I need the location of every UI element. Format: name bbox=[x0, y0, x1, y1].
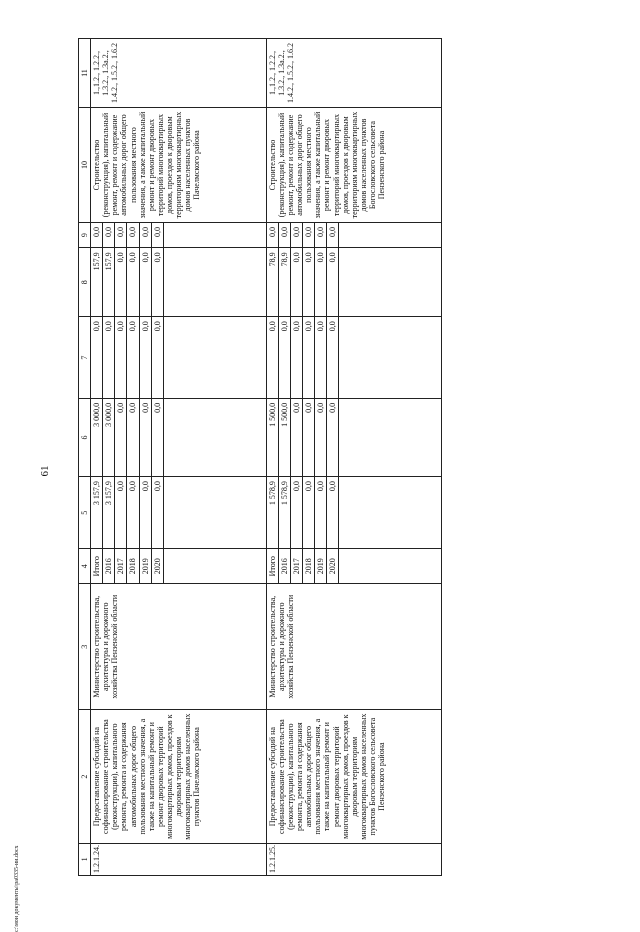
year-cell: 2019 bbox=[139, 549, 151, 583]
local-cell: 0,0 bbox=[139, 248, 151, 317]
total-cell: 0,0 bbox=[139, 477, 151, 549]
regional-cell: 0,0 bbox=[139, 317, 151, 399]
filler-cell bbox=[339, 549, 442, 583]
total-cell: 0,0 bbox=[151, 477, 163, 549]
measure-description: Предоставление субсидий на софинансирование строительства (реконструкции), капитального ремонта, ремонта и содержания автомобильных дорог общего пользования местного значения, а также на капитальный ремонт и ремонт дворовых территорий многоквартирных домов, проездов к дворовым территориям многоквартирных домов населенных пунктов Богословского сельсовета Пензенского района bbox=[266, 710, 442, 843]
filler-cell bbox=[339, 248, 442, 317]
other-cell: 0,0 bbox=[103, 223, 115, 248]
year-cell: Итого bbox=[266, 549, 278, 583]
rotated-table-container bbox=[78, 38, 614, 876]
filler-cell bbox=[339, 317, 442, 399]
federal-cell: 0,0 bbox=[327, 398, 339, 476]
local-cell: 157,9 bbox=[91, 248, 103, 317]
local-cell: 157,9 bbox=[103, 248, 115, 317]
header-cell: 7 bbox=[79, 317, 91, 399]
page-number: 61 bbox=[39, 465, 51, 477]
filler-cell bbox=[339, 398, 442, 476]
total-cell: 0,0 bbox=[127, 477, 139, 549]
federal-cell: 0,0 bbox=[290, 398, 302, 476]
header-cell: 6 bbox=[79, 398, 91, 476]
header-cell: 10 bbox=[79, 108, 91, 223]
footer-file-path: c:\мои документы\ра0335-ии.docx bbox=[14, 845, 20, 932]
federal-cell: 1 500,0 bbox=[278, 398, 290, 476]
filler-cell bbox=[163, 248, 266, 317]
regional-cell: 0,0 bbox=[91, 317, 103, 399]
total-cell: 1 578,9 bbox=[278, 477, 290, 549]
local-cell: 0,0 bbox=[315, 248, 327, 317]
federal-cell: 0,0 bbox=[139, 398, 151, 476]
header-row bbox=[79, 39, 91, 876]
federal-cell: 0,0 bbox=[127, 398, 139, 476]
other-cell: 0,0 bbox=[139, 223, 151, 248]
table-row bbox=[91, 39, 103, 876]
year-cell: 2017 bbox=[290, 549, 302, 583]
regional-cell: 0,0 bbox=[278, 317, 290, 399]
local-cell: 0,0 bbox=[127, 248, 139, 317]
filler-cell bbox=[339, 223, 442, 248]
other-cell: 0,0 bbox=[327, 223, 339, 248]
program-table bbox=[78, 38, 442, 876]
header-cell: 2 bbox=[79, 710, 91, 843]
filler-cell bbox=[163, 398, 266, 476]
filler-cell bbox=[339, 477, 442, 549]
expected-result: Строительство (реконструкция), капитальный ремонт, ремонт и содержание автомобильных дорог общего пользования местного значения, а также капитальный ремонт и ремонт дворовых территорий многоквартирных домов, проездов к дворовым территориям многоквартирных домов населенных пунктов Пачелмского района bbox=[91, 108, 267, 223]
local-cell: 0,0 bbox=[290, 248, 302, 317]
local-cell: 78,9 bbox=[278, 248, 290, 317]
filler-cell bbox=[163, 223, 266, 248]
header-cell: 1 bbox=[79, 843, 91, 875]
year-cell: 2016 bbox=[278, 549, 290, 583]
total-cell: 3 157,9 bbox=[103, 477, 115, 549]
other-cell: 0,0 bbox=[278, 223, 290, 248]
total-cell: 0,0 bbox=[315, 477, 327, 549]
local-cell: 0,0 bbox=[303, 248, 315, 317]
filler-cell bbox=[163, 477, 266, 549]
regional-cell: 0,0 bbox=[315, 317, 327, 399]
federal-cell: 0,0 bbox=[151, 398, 163, 476]
indicator-links: 1.,1.2., 1.2.2., 1.3.2., 1.3а.2., 1.4.2., 1.5.2., 1.6.2 bbox=[91, 39, 267, 108]
local-cell: 0,0 bbox=[115, 248, 127, 317]
executor: Министерство строительства, архитектуры и дорожного хозяйства Пензенской области bbox=[91, 583, 267, 709]
local-cell: 78,9 bbox=[266, 248, 278, 317]
header-cell: 11 bbox=[79, 39, 91, 108]
regional-cell: 0,0 bbox=[127, 317, 139, 399]
other-cell: 0,0 bbox=[315, 223, 327, 248]
federal-cell: 1 500,0 bbox=[266, 398, 278, 476]
executor: Министерство строительства, архитектуры и дорожного хозяйства Пензенской области bbox=[266, 583, 442, 709]
local-cell: 0,0 bbox=[151, 248, 163, 317]
regional-cell: 0,0 bbox=[115, 317, 127, 399]
regional-cell: 0,0 bbox=[151, 317, 163, 399]
header-cell: 9 bbox=[79, 223, 91, 248]
other-cell: 0,0 bbox=[91, 223, 103, 248]
regional-cell: 0,0 bbox=[290, 317, 302, 399]
regional-cell: 0,0 bbox=[103, 317, 115, 399]
year-cell: 2020 bbox=[327, 549, 339, 583]
regional-cell: 0,0 bbox=[303, 317, 315, 399]
row-number: 1.2.1.24. bbox=[91, 843, 267, 875]
federal-cell: 3 000,0 bbox=[103, 398, 115, 476]
total-cell: 1 578,9 bbox=[266, 477, 278, 549]
total-cell: 0,0 bbox=[303, 477, 315, 549]
other-cell: 0,0 bbox=[266, 223, 278, 248]
measure-description: Предоставление субсидий на софинансирование строительства (реконструкции), капитального ремонта, ремонта и содержания автомобильных дорог общего пользования местного значения, а также на капитальный ремонт и ремонт дворовых территорий многоквартирных домов, проездов к дворовым территориям многоквартирных домов населенных пунктов Пачелмского района bbox=[91, 710, 267, 843]
expected-result: Строительство (реконструкция), капитальный ремонт, ремонт и содержание автомобильных дорог общего пользования местного значения, а также капитальный ремонт и ремонт дворовых территорий многоквартирных домов, проездов к дворовым территориям многоквартирных домов населенных пунктов Богословского сельсовета Пензенского района bbox=[266, 108, 442, 223]
filler-cell bbox=[163, 317, 266, 399]
year-cell: 2020 bbox=[151, 549, 163, 583]
total-cell: 0,0 bbox=[115, 477, 127, 549]
federal-cell: 3 000,0 bbox=[91, 398, 103, 476]
federal-cell: 0,0 bbox=[115, 398, 127, 476]
regional-cell: 0,0 bbox=[327, 317, 339, 399]
total-cell: 0,0 bbox=[290, 477, 302, 549]
year-cell: Итого bbox=[91, 549, 103, 583]
year-cell: 2017 bbox=[115, 549, 127, 583]
indicator-links: 1.,1.2., 1.2.2., 1.3.2., 1.3а.2., 1.4.2., 1.5.2., 1.6.2 bbox=[266, 39, 442, 108]
table-row bbox=[266, 39, 278, 876]
header-cell: 4 bbox=[79, 549, 91, 583]
federal-cell: 0,0 bbox=[303, 398, 315, 476]
other-cell: 0,0 bbox=[127, 223, 139, 248]
year-cell: 2018 bbox=[127, 549, 139, 583]
header-cell: 5 bbox=[79, 477, 91, 549]
federal-cell: 0,0 bbox=[315, 398, 327, 476]
other-cell: 0,0 bbox=[115, 223, 127, 248]
filler-cell bbox=[163, 549, 266, 583]
year-cell: 2019 bbox=[315, 549, 327, 583]
local-cell: 0,0 bbox=[327, 248, 339, 317]
header-cell: 8 bbox=[79, 248, 91, 317]
header-cell: 3 bbox=[79, 583, 91, 709]
year-cell: 2016 bbox=[103, 549, 115, 583]
other-cell: 0,0 bbox=[151, 223, 163, 248]
other-cell: 0,0 bbox=[290, 223, 302, 248]
total-cell: 0,0 bbox=[327, 477, 339, 549]
year-cell: 2018 bbox=[303, 549, 315, 583]
regional-cell: 0,0 bbox=[266, 317, 278, 399]
row-number: 1.2.1.25. bbox=[266, 843, 442, 875]
other-cell: 0,0 bbox=[303, 223, 315, 248]
total-cell: 3 157,9 bbox=[91, 477, 103, 549]
